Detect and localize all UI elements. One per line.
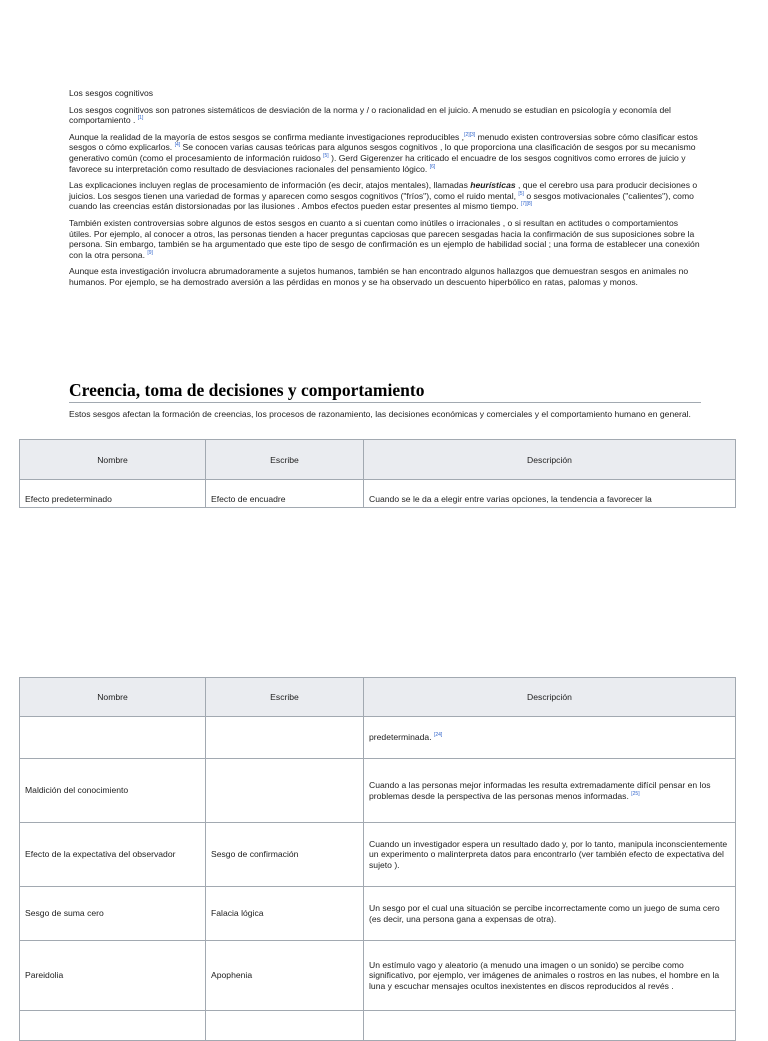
citation-link[interactable]: [25] <box>631 790 640 797</box>
table-row <box>20 717 736 759</box>
citation-link[interactable]: [4] <box>174 142 181 149</box>
column-header-name[interactable]: Nombre <box>20 440 206 480</box>
table-row <box>20 887 736 941</box>
citation-link[interactable]: [9] <box>147 249 153 256</box>
cell-type: Efecto de encuadre <box>206 480 364 508</box>
column-header-description[interactable]: Descripción <box>364 440 736 480</box>
cell-name: Sesgo de suma cero <box>20 887 206 941</box>
table-row <box>20 1011 736 1041</box>
cell-name: Efecto de la expectativa del observador <box>20 823 206 887</box>
intro-paragraph-3: Las explicaciones incluyen reglas de procesamiento de información (es decir, atajos mentales), llamadas heurísticas , que el cerebro usa para producir decisiones o juicios. Los sesgos tienen una variedad de formas y aparecen como sesgos cognitivos ("fríos"), como el ruido mental, [5] o sesgos motivacionales ("calientes"), como cuando las creencias están distorsionadas por las ilusiones . Ambos efectos pueden estar presentes al mismo tiempo. [7][8] <box>69 180 698 212</box>
intro-paragraph-2: Aunque la realidad de la mayoría de estos sesgos se confirma mediante investigaciones reproducibles ,[2][3] menudo existen controversias sobre cómo clasificar estos sesgos o cómo explicarlos. [4] Se conocen varias causas teóricas para algunos sesgos cognitivos , lo que proporciona una clasificación de sesgos por su mecanismo generativo común (como el procesamiento de información ruidoso [5] ). Gerd Gigerenzer ha criticado el encuadre de los sesgos cognitivos como errores de juicio y favorece su interpretación como resultado de desviaciones racionales del pensamiento lógico. [6] <box>69 131 698 174</box>
citation-link[interactable]: [1] <box>137 115 144 122</box>
cell-description <box>364 1011 736 1041</box>
cell-type <box>206 717 364 759</box>
column-header-name[interactable]: Nombre <box>20 678 206 717</box>
cell-type <box>206 1011 364 1041</box>
cell-name: Efecto predeterminado <box>20 480 206 508</box>
cell-type: Falacia lógica <box>206 887 364 941</box>
table-row <box>20 759 736 823</box>
cell-description: predeterminada. [24] <box>364 717 736 759</box>
biases-table <box>19 439 736 508</box>
cell-type <box>206 759 364 823</box>
heuristicas-link[interactable]: heurísticas <box>470 180 516 191</box>
column-header-type[interactable]: Escribe <box>206 440 364 480</box>
biases-table-continued <box>19 677 736 1041</box>
citation-link[interactable]: [5] <box>518 190 524 197</box>
citation-link[interactable]: [5] <box>323 153 329 160</box>
section-intro: Estos sesgos afectan la formación de creencias, los procesos de razonamiento, las decisiones económicas y comerciales y el comportamiento humano en general. <box>69 409 691 419</box>
intro-paragraph-5: Aunque esta investigación involucra abrumadoramente a sujetos humanos, también se han encontrado algunos hallazgos que demuestran sesgos en animales no humanos. Por ejemplo, se ha demostrado aversión a las pérdidas en monos y se ha observado un descuento hiperbólico en ratas, palomas y monos. <box>69 266 689 287</box>
cell-name <box>20 1011 206 1041</box>
table-header-row <box>20 678 736 717</box>
table-row <box>20 823 736 887</box>
cell-description: Cuando se le da a elegir entre varias opciones, la tendencia a favorecer la <box>364 480 736 508</box>
citation-link[interactable]: [7][8] <box>520 201 533 208</box>
cell-description: Un sesgo por el cual una situación se percibe incorrectamente como un juego de suma cero (es decir, una persona gana a expensas de otra). <box>364 887 736 941</box>
cell-name: Maldición del conocimiento <box>20 759 206 823</box>
citation-link[interactable]: [2][3] <box>464 131 476 138</box>
section-heading: Creencia, toma de decisiones y comportamiento <box>69 380 701 403</box>
column-header-description[interactable]: Descripción <box>364 678 736 717</box>
table-header-row <box>20 440 736 480</box>
article-intro <box>69 88 701 294</box>
cell-name <box>20 717 206 759</box>
cell-description: Cuando un investigador espera un resultado dado y, por lo tanto, manipula inconscientemente un experimento o malinterpreta datos para encontrarlo (ver también efecto de expectativa del sujeto ). <box>364 823 736 887</box>
cell-description: Un estímulo vago y aleatorio (a menudo una imagen o un sonido) se percibe como significativo, por ejemplo, ver imágenes de animales o rostros en las nubes, el hombre en la luna y escuchar mensajes ocultos inexistentes en discos reproducidos al revés . <box>364 941 736 1011</box>
cell-name: Pareidolia <box>20 941 206 1011</box>
table-row <box>20 480 736 508</box>
intro-paragraph-1: Los sesgos cognitivos son patrones sistemáticos de desviación de la norma y / o racionalidad en el juicio. A menudo se estudian en psicología y economía del comportamiento . [1] <box>69 104 671 126</box>
column-header-type[interactable]: Escribe <box>206 678 364 717</box>
cell-type: Sesgo de confirmación <box>206 823 364 887</box>
citation-link[interactable]: [24] <box>433 732 443 739</box>
intro-title: Los sesgos cognitivos <box>69 88 154 98</box>
table-row <box>20 941 736 1011</box>
cell-description: Cuando a las personas mejor informadas les resulta extremadamente difícil pensar en los problemas desde la perspectiva de las personas menos informadas. [25] <box>364 759 736 823</box>
intro-paragraph-4: También existen controversias sobre algunos de estos sesgos en cuanto a si cuentan como inútiles o irracionales , o si resultan en actitudes o comportamientos útiles. Por ejemplo, al conocer a otros, las personas tienden a hacer preguntas capciosas que parecen sesgadas hacia la confirmación de sus suposiciones sobre la persona. Sin embargo, también se ha argumentado que este tipo de sesgo de confirmación es un ejemplo de habilidad social ; una forma de establecer una conexión con la otra persona. [9] <box>69 217 700 260</box>
citation-link[interactable]: [6] <box>429 163 436 170</box>
cell-type: Apophenia <box>206 941 364 1011</box>
